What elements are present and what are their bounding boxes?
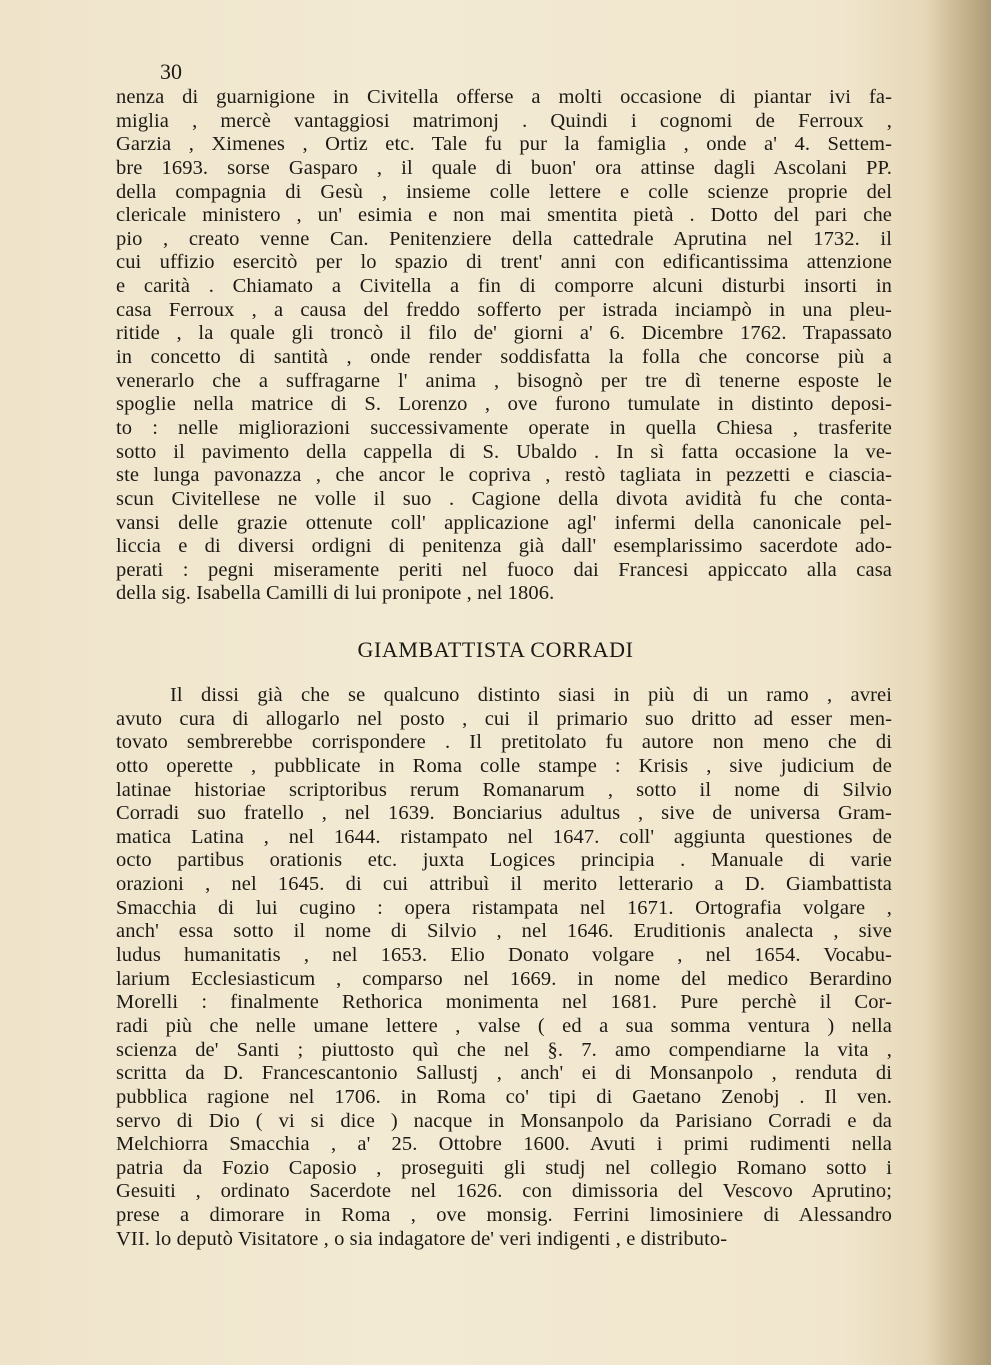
text-line: Smacchia di lui cugino : opera ristampata nel 1671. Ortografia volgare , [116,896,892,919]
text-line: Gesuiti , ordinato Sacerdote nel 1626. con dimissoria del Vescovo Aprutino; [116,1180,892,1203]
paragraph-corradi [116,684,892,1251]
text-line: scienza de' Santi ; piuttosto quì che nel §. 7. amo compendiarne la vita , [116,1038,892,1061]
text-line: miglia , mercè vantaggiosi matrimonj . Quindi i cognomi de Ferroux , [116,109,892,132]
text-line: Il dissi già che se qualcuno distinto siasi in più di un ramo , avrei [170,684,892,706]
text-line: octo partibus orationis etc. juxta Logices principia . Manuale di varie [116,849,892,872]
book-gutter-shadow [931,0,991,1365]
text-line: sotto il pavimento della cappella di S. Ubaldo . In sì fatta occasione la ve- [116,440,892,463]
text-line: bre 1693. sorse Gasparo , il quale di buon' ora attinse dagli Ascolani PP. [116,156,892,179]
text-line: Melchiorra Smacchia , a' 25. Ottobre 1600. Avuti i primi rudimenti nella [116,1133,892,1156]
text-line: matica Latina , nel 1644. ristampato nel 1647. coll' aggiunta questiones de [116,825,892,848]
section-heading: GIAMBATTISTA CORRADI [357,637,634,662]
text-line: nenza di guarnigione in Civitella offerse a molti occasione di piantar ivi fa- [116,86,892,108]
text-line: scritta da D. Francescantonio Sallustj , anch' ei di Monsanpolo , renduta di [116,1062,892,1085]
paragraph-ferroux [116,86,892,606]
text-line: Corradi suo fratello , nel 1639. Bonciarius adultus , sive de universa Gram- [116,802,892,825]
text-line: della sig. Isabella Camilli di lui pronipote , nel 1806. [116,582,555,605]
text-line: to : nelle migliorazioni successivamente operate in quella Chiesa , trasferite [116,416,892,439]
text-line: ritide , la quale gli troncò il filo de' giorni a' 6. Dicembre 1762. Trapassato [116,322,892,345]
text-line: avuto cura di allogarlo nel posto , cui il primario suo dritto ad esser men- [116,707,892,730]
text-line: servo di Dio ( vi si dice ) nacque in Monsanpolo da Parisiano Corradi e da [116,1109,892,1132]
text-line: anch' essa sotto il nome di Silvio , nel 1646. Eruditionis analecta , sive [116,920,892,943]
text-line: tovato sembrerebbe corrispondere . Il pretitolato fu autore non meno che di [116,731,892,754]
text-line: radi più che nelle umane lettere , valse ( ed a sua somma ventura ) nella [116,1014,892,1037]
text-line: orazioni , nel 1645. di cui attribuì il merito letterario a D. Giambattista [116,873,892,896]
text-line: otto operette , pubblicate in Roma colle stampe : Krisis , sive judicium de [116,754,892,777]
text-line: larium Ecclesiasticum , comparso nel 1669. in nome del medico Berardino [116,967,892,990]
text-line: vansi delle grazie ottenute coll' applicazione agl' infermi della canonicale pel- [116,511,892,534]
text-line: ludus humanitatis , nel 1653. Elio Donato volgare , nel 1654. Vocabu- [116,944,892,967]
text-line: pubblica ragione nel 1706. in Roma co' tipi di Gaetano Zenobj . Il ven. [116,1085,892,1108]
text-line: casa Ferroux , a causa del freddo sofferto per istrada inciampò in una pleu- [116,298,892,321]
text-line: cui uffizio esercitò per lo spazio di trent' anni con edificantissima attenzione [116,251,892,274]
text-line: liccia e di diversi ordigni di penitenza già dall' esemplarissimo sacerdote ado- [116,535,892,558]
text-line: clericale ministero , un' esimia e non mai smentita pietà . Dotto del pari che [116,204,892,227]
text-line: Morelli : finalmente Rethorica monimenta nel 1681. Pure perchè il Cor- [116,991,892,1014]
page-number: 30 [160,59,182,84]
text-line: scun Civitellese ne volle il suo . Cagione della divota avidità fu che conta- [116,487,892,510]
text-line: spoglie nella matrice di S. Lorenzo , ove furono tumulate in distinto deposi- [116,393,892,416]
text-line: in concetto di santità , onde render soddisfatta la folla che concorse più a [116,346,892,369]
text-line: latinae historiae scriptoribus rerum Romanarum , sotto il nome di Silvio [116,778,892,801]
text-line: della compagnia di Gesù , insieme colle lettere e colle scienze proprie del [116,180,892,203]
text-line: ste lunga pavonazza , che ancor le copriva , restò tagliata in pezzetti e ciascia- [116,464,892,487]
text-line: venerarlo che a suffragarne l' anima , bisognò per tre dì tenerne esposte le [116,369,892,392]
text-line: patria da Fozio Caposio , proseguiti gli studj nel collegio Romano sotto i [116,1156,892,1179]
text-line: e carità . Chiamato a Civitella a fin di comporre alcuni disturbi insorti in [116,275,892,298]
text-line: Garzia , Ximenes , Ortiz etc. Tale fu pur la famiglia , onde a' 4. Settem- [116,133,892,156]
text-line: VII. lo deputò Visitatore , o sia indagatore de' veri indigenti , e distributo- [116,1227,728,1250]
text-line: pio , creato venne Can. Penitenziere della cattedrale Aprutina nel 1732. il [116,227,892,250]
text-line: perati : pegni miseramente periti nel fuoco dai Francesi appiccato alla casa [116,558,892,581]
text-line: prese a dimorare in Roma , ove monsig. Ferrini limosiniere di Alessandro [116,1204,892,1227]
